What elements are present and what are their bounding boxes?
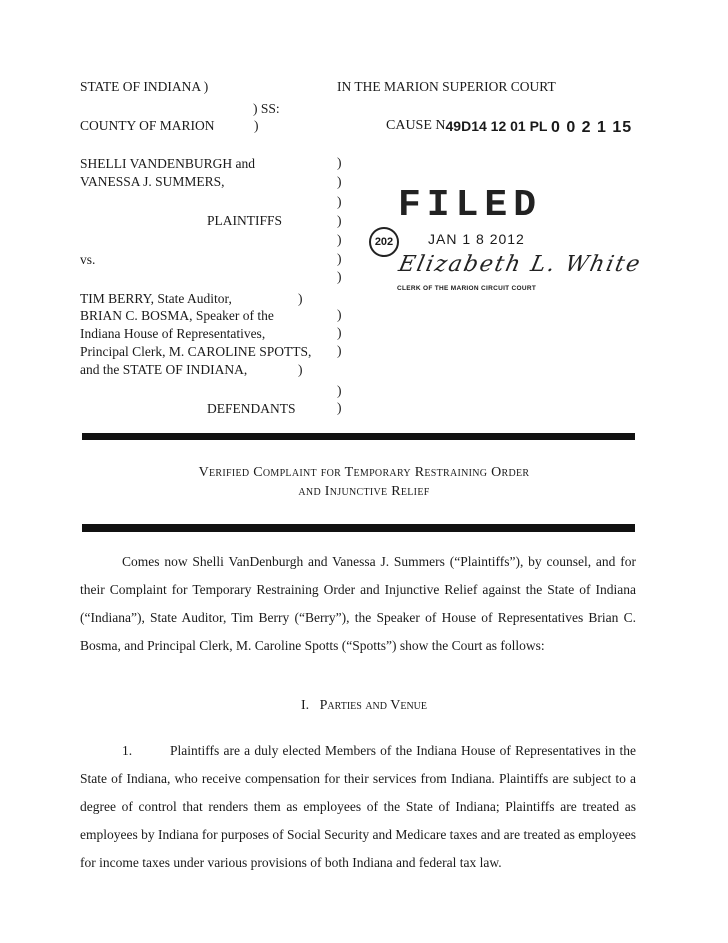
paragraph-number: 1. [122,743,133,758]
caption-paren: ) [337,194,342,209]
county-of-line: COUNTY OF MARION [80,118,215,133]
caption-paren: ) [337,325,342,340]
defendant-line-1: TIM BERRY, State Auditor, [80,291,232,306]
plaintiff-name-1: SHELLI VANDENBURGH and [80,156,255,171]
caption-paren: ) [337,174,342,189]
paragraph-1-text: Plaintiffs are a duly elected Members of the Indiana House of Representatives in the State of Indiana, who receive compensation for their services from Indiana. Plaintiffs are subject to a degree of control that renders them as employees of the State of Indiana; Plaintiffs are treated as employees by Indiana for purposes of Social Security and Medicare taxes and are treated as employees for income taxes under various provisions of both Indiana and federal tax law. [80,743,636,870]
caption-paren: ) [337,400,342,415]
versus-label: vs. [80,252,96,267]
caption-paren: ) [298,362,303,377]
filed-stamp: FILED [398,184,543,227]
defendant-line-5: and the STATE OF INDIANA, [80,362,248,377]
caption-paren: ) [298,291,303,306]
defendant-line-4: Principal Clerk, M. CAROLINE SPOTTS, [80,344,312,359]
caption-paren: ) [337,155,342,170]
intro-paragraph: Comes now Shelli VanDenburgh and Vanessa J. Summers (“Plaintiffs”), by counsel, and for their Complaint for Temporary Restraining Order and Injunctive Relief against the State of Indiana (“Indiana”), State Auditor, Tim Berry (“Berry”), the Speaker of House of Representatives Brian C. Bosma, and Principal Clerk, M. Caroline Spotts (“Spotts”) show the Court as follows: [80,554,636,653]
section-title: Parties and Venue [319,698,428,713]
caption-paren: ) [337,307,342,322]
defendants-label: DEFENDANTS [207,401,296,416]
caption-paren: ) [337,232,342,247]
defendant-line-2: BRIAN C. BOSMA, Speaker of the [80,308,274,323]
divider-rule-top [82,433,635,440]
stamp-circle-number: 202 [369,227,399,257]
court-name: IN THE MARION SUPERIOR COURT [337,79,556,94]
county-paren: ) [254,118,259,133]
cause-serial: 0 0 2 1 15 [550,119,633,136]
caption-paren: ) [337,343,342,358]
caption-paren: ) [337,269,342,284]
clerk-label: CLERK OF THE MARION CIRCUIT COURT [397,285,537,292]
caption-paren: ) [337,251,342,266]
defendant-line-3: Indiana House of Representatives, [80,326,266,341]
cause-number-line [386,116,632,134]
caption-paren: ) [337,383,342,398]
document-title-line-1: Verified Complaint for Temporary Restraining Order [198,465,530,480]
divider-rule-bottom [82,524,635,532]
filed-date: JAN 1 8 2012 [428,231,525,247]
section-heading [0,698,728,714]
plaintiff-name-2: VANESSA J. SUMMERS, [80,174,225,189]
plaintiffs-label: PLAINTIFFS [207,213,283,228]
clerk-signature: Elizabeth L. White [396,252,644,277]
cause-label: CAUSE N [386,118,446,133]
cause-number: 49D14 12 01 PL [445,118,548,134]
ss-line: ) SS: [253,101,280,116]
document-title-line-2: and Injunctive Relief [298,484,430,499]
caption-paren: ) [337,213,342,228]
section-number: I. [300,698,310,713]
state-of-line: STATE OF INDIANA ) [80,79,209,94]
